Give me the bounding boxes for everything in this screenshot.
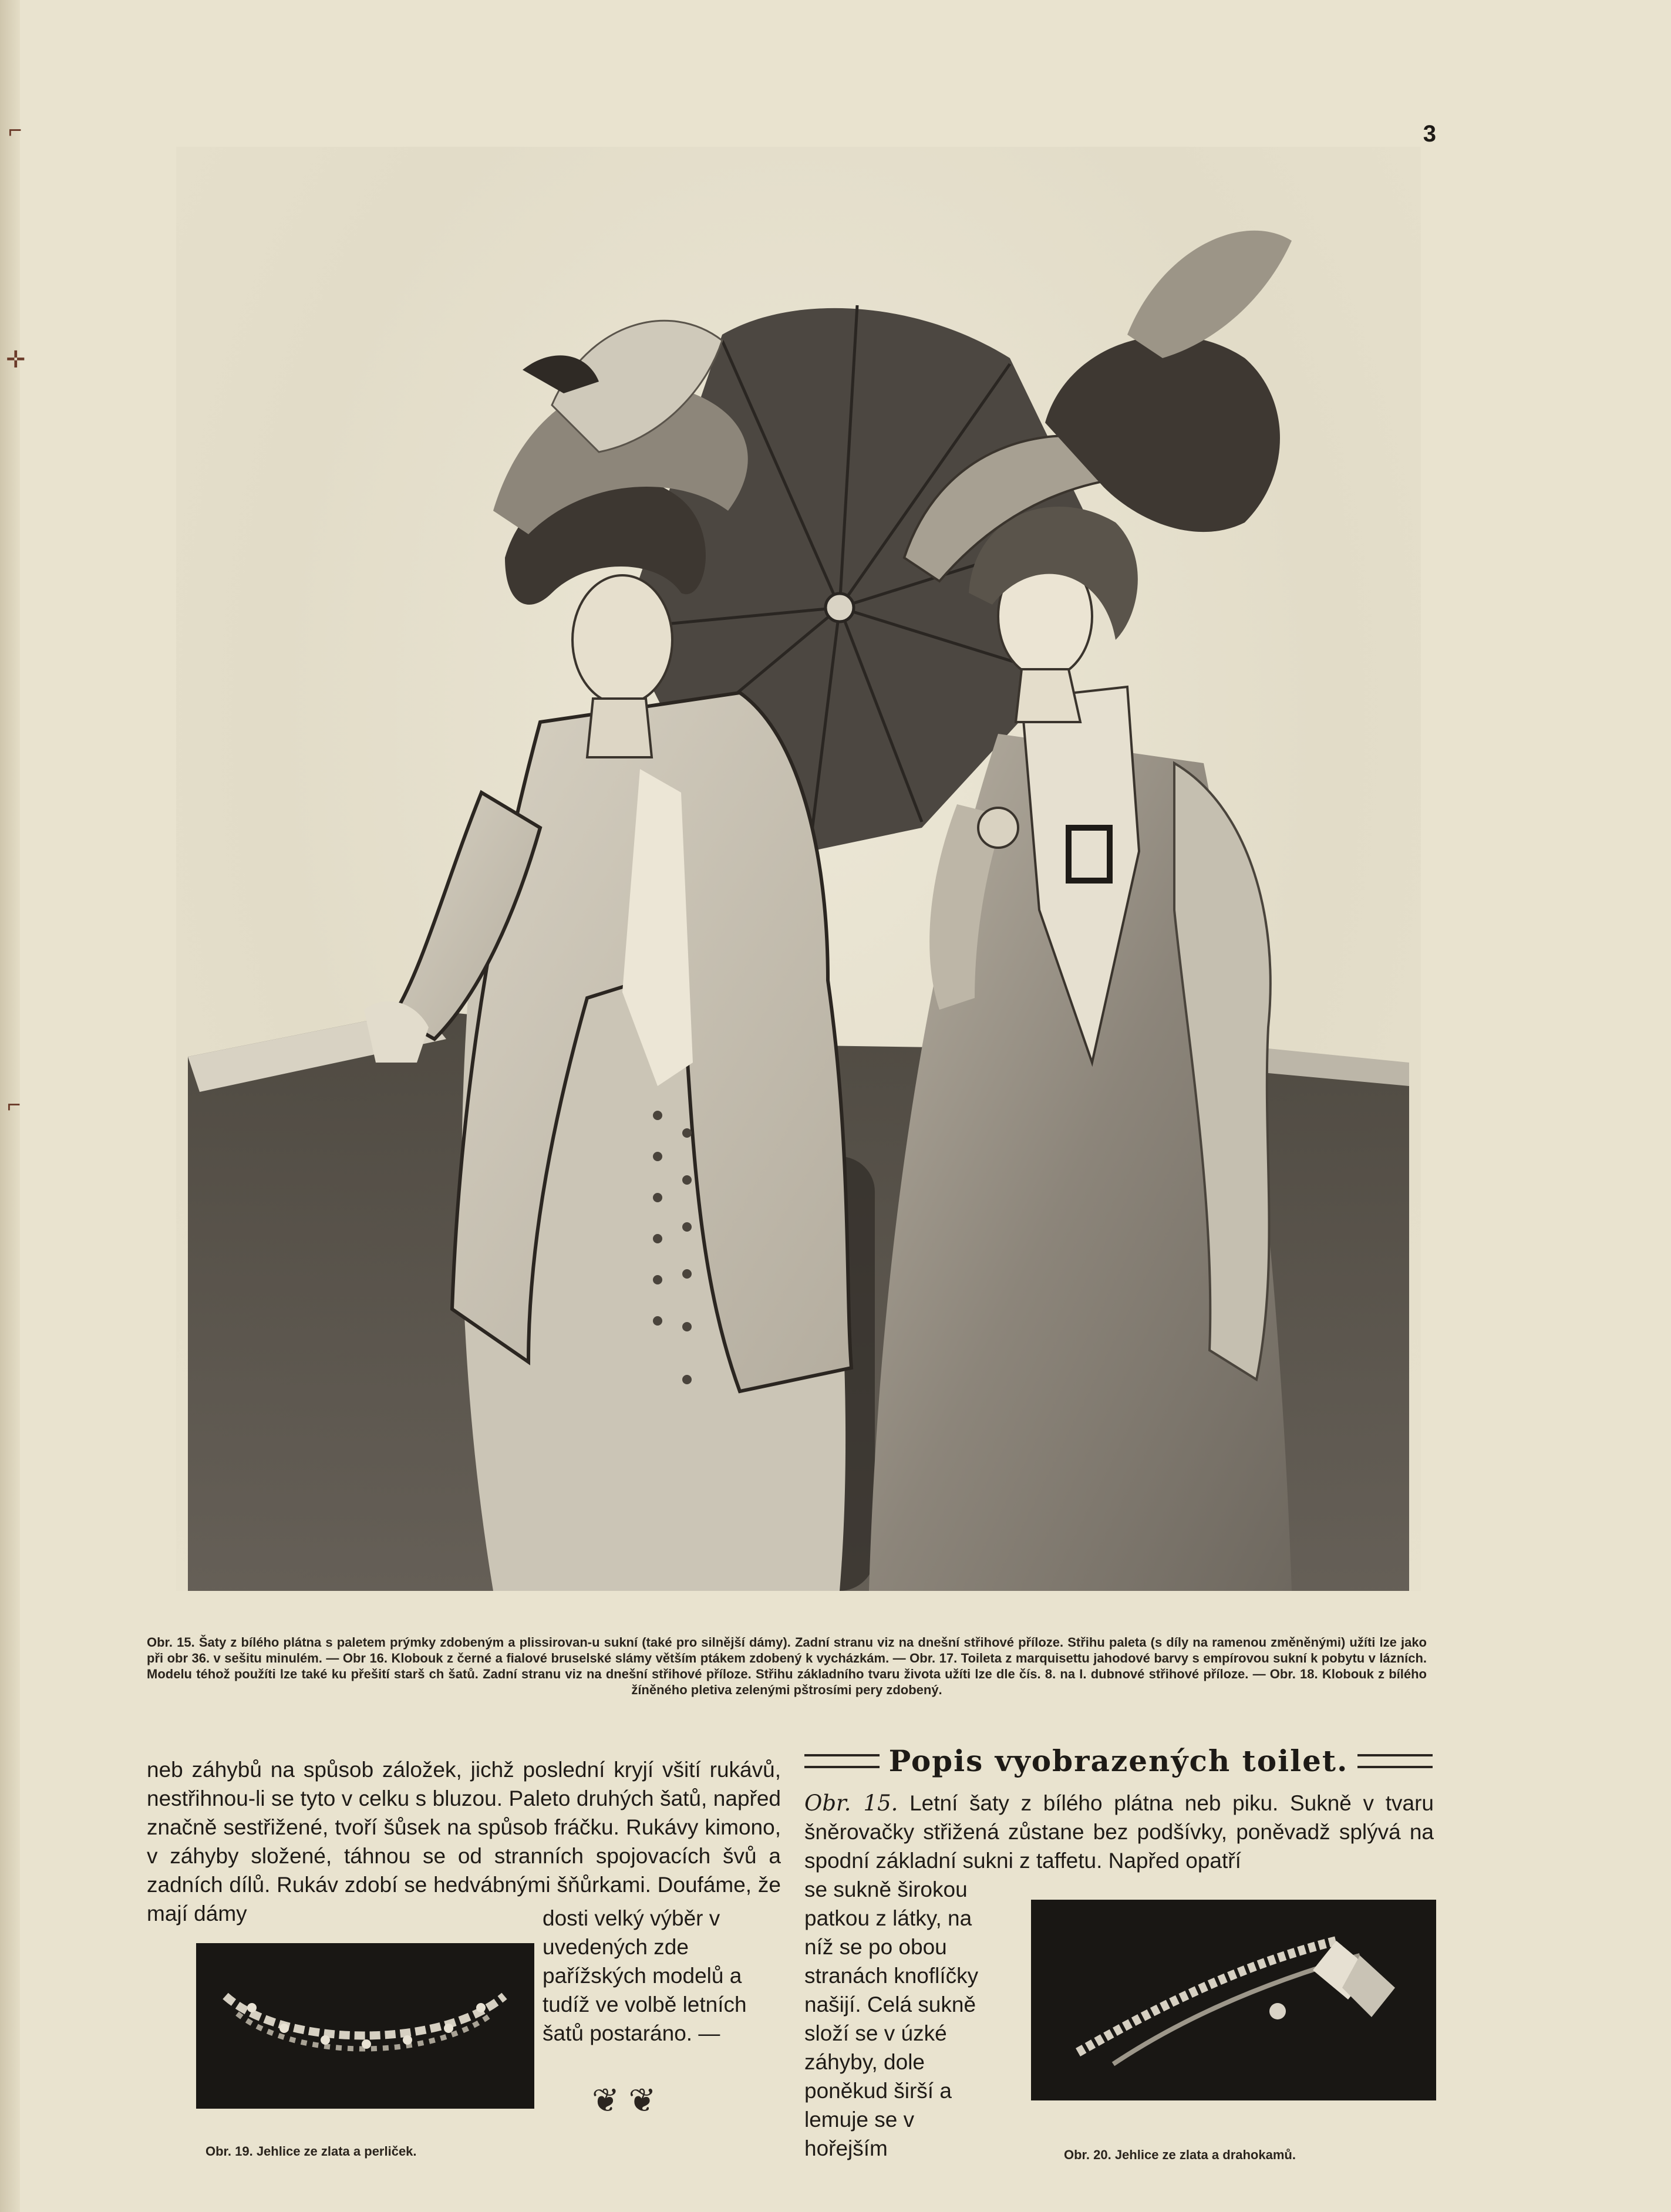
brooch-pearls-image (196, 1943, 534, 2109)
left-column-paragraph: neb záhybů na spůsob záložek, jichž poslední kryjí všití rukávů, nestřihnou-li se tyto v celku s bluzou. Paleto druhých šatů, napřed značně sestřižené, tvoří šůsek na spůsob fráčku. Rukávy kimono, v záhyby složené, táhnou se od stranních spojovacích švů a zadních dílů. Rukáv zdobí se hedvábnými šňůrkami. Doufáme, že mají dámy (147, 1758, 781, 1926)
binding-mark: ⌐ (8, 117, 22, 143)
brooch-gems-image (1031, 1900, 1436, 2100)
obr-label: Obr. 15. (804, 1790, 898, 1816)
fashion-illustration (176, 147, 1421, 1591)
figure-20-caption: Obr. 20. Jehlice ze zlata a drahokamů. (1064, 2147, 1296, 2162)
section-heading-title: Popis vyobrazených toilet. (888, 1744, 1349, 1778)
heading-rule-left (804, 1754, 880, 1768)
page-number: 3 (1423, 121, 1436, 147)
binding-mark: ⌐ (7, 1092, 21, 1118)
figure-caption-main: Obr. 15. Šaty z bílého plátna s paletem prýmky zdobeným a plissirovan-u sukní (také pro silnější dámy). Zadní stranu viz na dnešní střihové příloze. Střihu paleta (s díly na ramenou změněnými) užíti lze jako při obr 36. v sešitu minulém. — Obr 16. Klobouk z černé a fialové bruselské slámy větším ptákem zdobený k vycházkám. — Obr. 17. Toileta z marquisettu jahodové barvy s empírovou sukní k pobytu v lázních. Modelu téhož použíti lze také ku přešití starš ch šatů. Zadní stranu viz na dnešní střihové příloze. Střihu základního tvaru života užíti lze dle čís. 8. na I. dubnové střihové příloze. — Obr. 18. Klobouk z bílého žíněného pletiva zelenými pštrosími pery zdobený. (147, 1635, 1427, 1697)
binding-mark: ✛ (6, 347, 26, 373)
decorative-ornament: ❦ ❦ (592, 2082, 656, 2119)
right-column-wrapped-text: se sukně širokou patkou z látky, na níž se po obou stranách knoflíčky našijí. Celá sukně složí se v úzké záhyby, dole poněkud širší a lemuje se v hořejším (804, 1877, 979, 2160)
right-column-paragraph-text: Letní šaty z bílého plátna neb piku. Sukně v tvaru šněrovačky střižená zůstane bez podšívky, poněvadž splývá na spodní základní sukni z taffetu. Napřed opatří (804, 1791, 1434, 1873)
right-column-paragraph (804, 1789, 1434, 1875)
figure-19-caption: Obr. 19. Jehlice ze zlata a perliček. (205, 2144, 417, 2159)
left-column-wrapped-text: dosti velký výběr v uvedených zde pařížských modelů a tudíž ve volbě letních šatů postaráno. — (543, 1906, 747, 2045)
section-heading (804, 1744, 1433, 1778)
heading-rule-right (1357, 1754, 1433, 1768)
